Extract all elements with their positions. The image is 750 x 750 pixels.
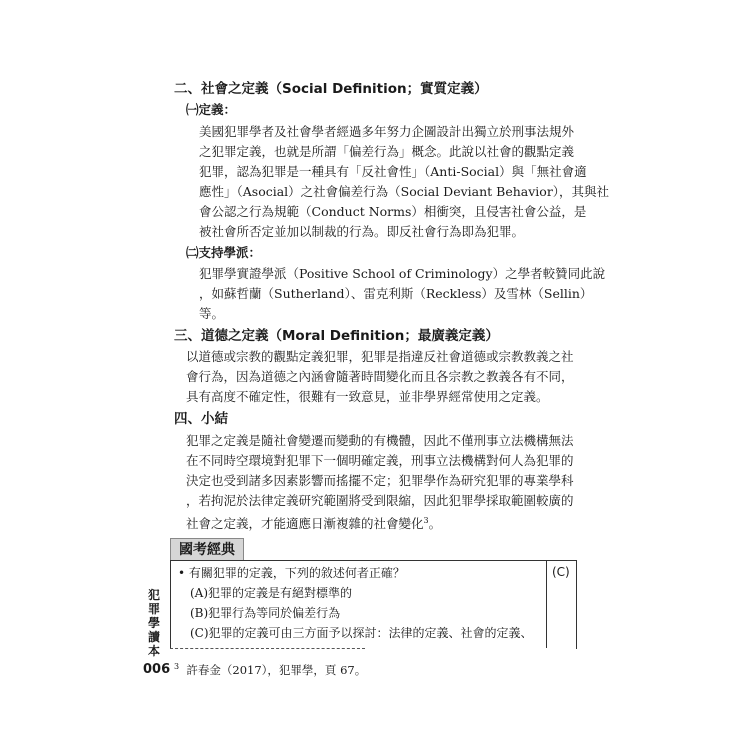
paragraph-line: 之犯罪定義，也就是所謂「偏差行為」概念。此說以社會的觀點定義	[199, 144, 575, 159]
section-heading-moral-definition: 三、道德之定義（Moral Definition；最廣義定義）	[174, 328, 499, 344]
paragraph-line: 應性」（Asocial）之社會偏差行為（Social Deviant Behavior），其與社	[199, 184, 610, 199]
paragraph-line: 在不同時空環境對犯罪下一個明確定義，刑事立法機構對何人為犯罪的	[186, 453, 574, 468]
footnote	[174, 662, 366, 678]
exam-classics-title: 國考經典	[170, 538, 244, 561]
exam-option-b: (B)犯罪行為等同於偏差行為	[190, 606, 341, 620]
side-book-title: 犯罪學讀本	[147, 588, 160, 658]
footnote-separator	[170, 648, 365, 649]
paragraph-line: 美國犯罪學者及社會學者經過多年努力企圖設計出獨立於刑事法規外	[199, 124, 575, 139]
answer-label: (C)	[552, 565, 570, 579]
paragraph-line: ，若拘泥於法律定義研究範圍將受到限縮，因此犯罪學採取範圍較廣的	[186, 493, 574, 508]
paragraph-line: 犯罪之定義是隨社會變遷而變動的有機體，因此不僅刑事立法機構無法	[186, 433, 574, 448]
exam-option-c: (C)犯罪的定義可由三方面予以探討：法律的定義、社會的定義、	[190, 626, 533, 640]
paragraph-line: ，如蘇哲蘭（Sutherland）、雷克利斯（Reckless）及雪林（Sellin）	[199, 286, 593, 301]
paragraph-line: 會行為，因為道德之內涵會隨著時間變化而且各宗教之教義各有不同，	[186, 369, 574, 384]
exam-question: • 有關犯罪的定義，下列的敘述何者正確？	[178, 566, 405, 580]
paragraph-line: 被社會所否定並加以制裁的行為。即反社會行為即為犯罪。	[199, 224, 525, 239]
footnote-marker: 3	[174, 662, 180, 672]
section-heading-social-definition: 二、社會之定義（Social Definition；實質定義）	[174, 81, 488, 97]
paragraph-line: 決定也受到諸多因素影響而搖擺不定；犯罪學作為研究犯罪的專業學科	[186, 473, 574, 488]
paragraph-line: 具有高度不確定性，很難有一致意見，並非學界經常使用之定義。	[186, 389, 549, 404]
paragraph-line: 會公認之行為規範（Conduct Norms）相衝突，且侵害社會公益，是	[199, 204, 587, 219]
paragraph-line: 犯罪，認為犯罪是一種具有「反社會性」（Anti-Social）與「無社會適	[199, 164, 587, 179]
footnote-ref: 3	[423, 516, 429, 525]
footnote-text: 許春金（2017），犯罪學，頁 67。	[186, 663, 367, 677]
subheading-supporting-school: ㈡支持學派：	[186, 245, 262, 260]
paragraph-line: 等。	[199, 306, 225, 321]
section-heading-summary: 四、小結	[174, 411, 228, 427]
paragraph-line: 犯罪學實證學派（Positive School of Criminology）之學者較贊同此說	[199, 266, 606, 281]
page-number: 006	[143, 662, 171, 677]
paragraph-line-last: 社會之定義，才能適應日漸複雜的社會變化$^3$。	[186, 516, 442, 532]
paragraph-line: 以道德或宗教的觀點定義犯罪，犯罪是指違反社會道德或宗教教義之社	[186, 349, 574, 364]
exam-option-a: (A)犯罪的定義是有絕對標準的	[190, 586, 353, 600]
paragraph-line-text: 社會之定義，才能適應日漸複雜的社會變化	[186, 516, 424, 532]
subheading-definition: ㈠定義：	[186, 102, 237, 117]
